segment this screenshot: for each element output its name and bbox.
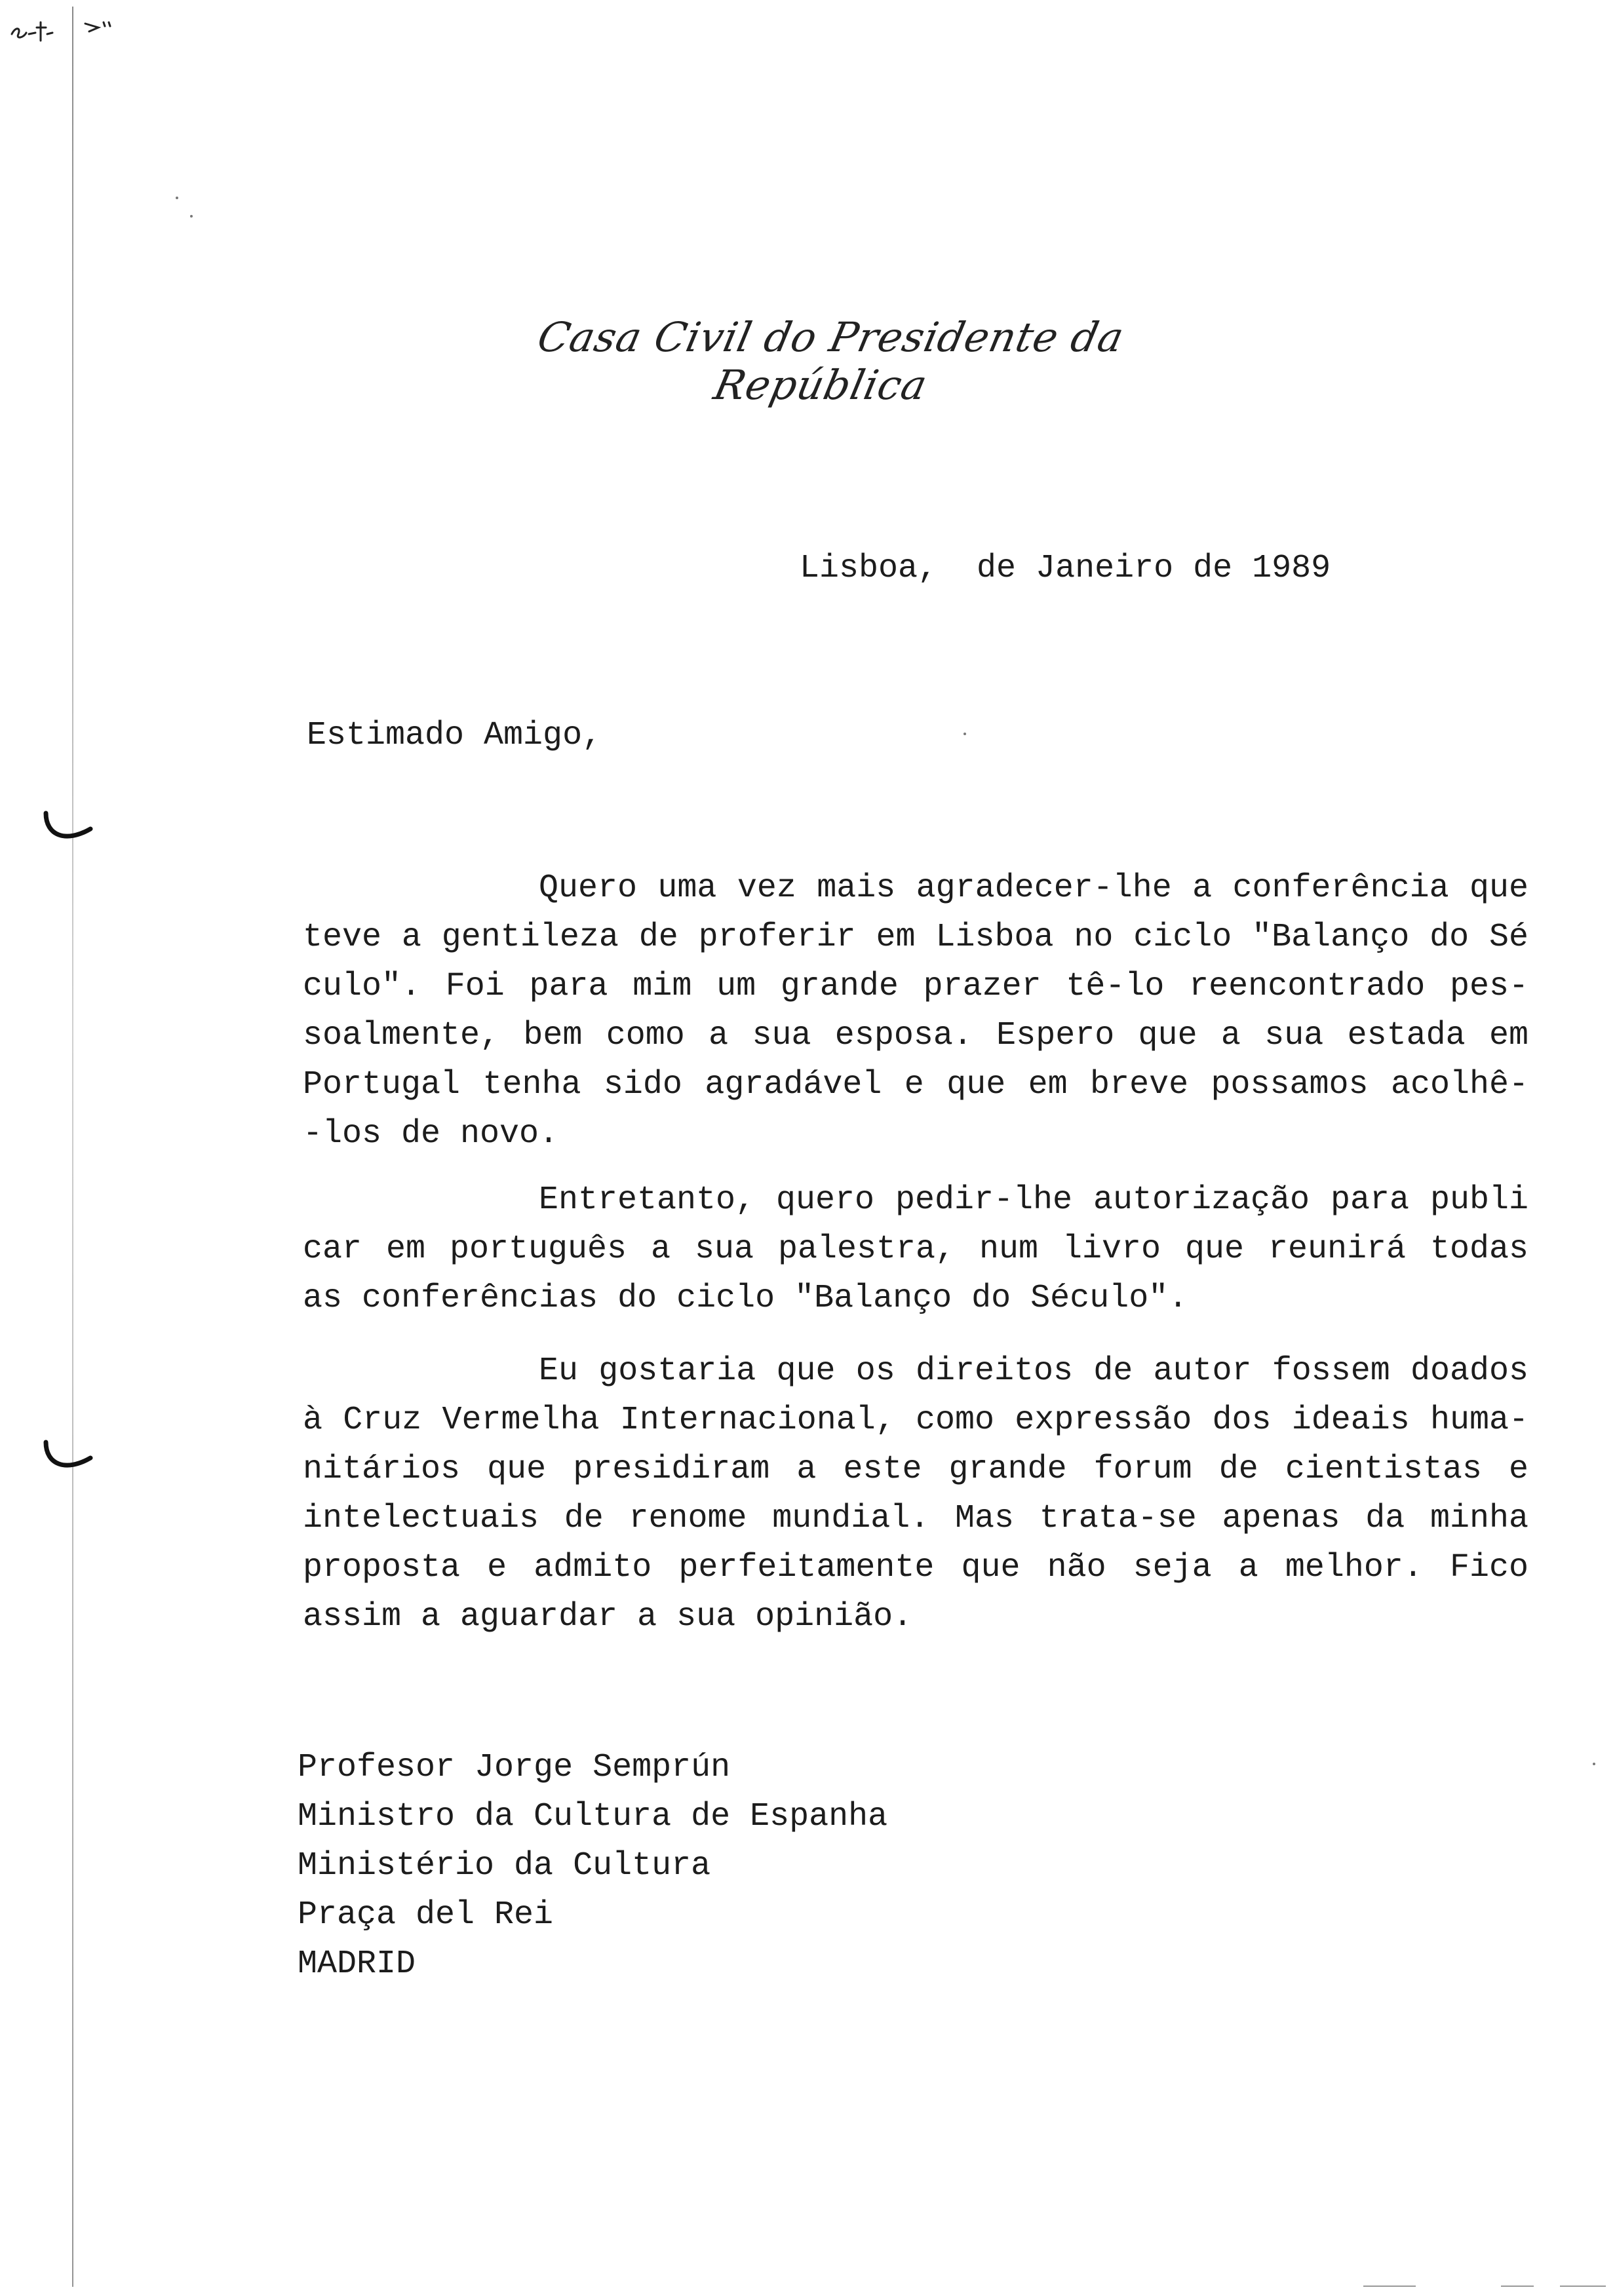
paragraph-line: car em português a sua palestra, num livro que reunirá todas xyxy=(303,1231,1528,1268)
speck xyxy=(1593,1763,1595,1765)
paragraph-line: as conferências do ciclo "Balanço do Século". xyxy=(303,1280,1188,1317)
addressee-line: Ministro da Cultura de Espanha xyxy=(298,1798,888,1835)
margin-punch-mark-icon xyxy=(39,809,98,849)
paragraph-line: soalmente, bem como a sua esposa. Espero que a sua estada em xyxy=(303,1017,1528,1054)
paragraph-line: teve a gentileza de proferir em Lisboa no ciclo "Balanço do Sé xyxy=(303,919,1528,956)
salutation: Estimado Amigo, xyxy=(307,717,602,754)
addressee-line: MADRID xyxy=(298,1945,416,1983)
paragraph-line: proposta e admito perfeitamente que não seja a melhor. Fico xyxy=(303,1549,1528,1586)
paragraph-line: -los de novo. xyxy=(303,1115,559,1153)
letterhead: Casa Civil do Presidente da República xyxy=(533,313,1129,409)
paragraph-line: Quero uma vez mais agradecer-lhe a conferência que xyxy=(539,870,1528,907)
paragraph-line: intelectuais de renome mundial. Mas trata-se apenas da minha xyxy=(303,1500,1528,1537)
edge-mark xyxy=(1560,2286,1606,2287)
paragraph-line: Eu gostaria que os direitos de autor fossem doados xyxy=(539,1352,1528,1390)
speck xyxy=(963,733,966,735)
paragraph-line: Entretanto, quero pedir-lhe autorização para publi xyxy=(539,1181,1528,1219)
paragraph-line: Portugal tenha sido agradável e que em breve possamos acolhê- xyxy=(303,1066,1528,1103)
edge-mark xyxy=(1363,2286,1416,2287)
paragraph-line: à Cruz Vermelha Internacional, como expressão dos ideais huma- xyxy=(303,1402,1528,1439)
body-paragraph-1 xyxy=(303,864,1528,1158)
paragraph-line: assim a aguardar a sua opinião. xyxy=(303,1598,913,1636)
addressee-line: Profesor Jorge Semprún xyxy=(298,1749,731,1786)
paragraph-line: culo". Foi para mim um grande prazer tê-lo reencontrado pes- xyxy=(303,968,1528,1005)
body-paragraph-2 xyxy=(303,1176,1528,1323)
margin-punch-mark-icon xyxy=(39,1438,98,1478)
margin-line xyxy=(72,7,73,2287)
addressee-line: Ministério da Cultura xyxy=(298,1847,711,1885)
addressee-block xyxy=(298,1743,887,1989)
speck xyxy=(176,197,178,199)
edge-mark xyxy=(1501,2286,1534,2287)
dateline: Lisboa, de Janeiro de 1989 xyxy=(800,550,1331,587)
speck xyxy=(190,215,193,218)
body-paragraph-3 xyxy=(303,1347,1528,1641)
addressee-line: Praça del Rei xyxy=(298,1896,554,1934)
corner-scribble-icon xyxy=(7,8,118,47)
paragraph-line: nitários que presidiram a este grande forum de cientistas e xyxy=(303,1451,1528,1488)
